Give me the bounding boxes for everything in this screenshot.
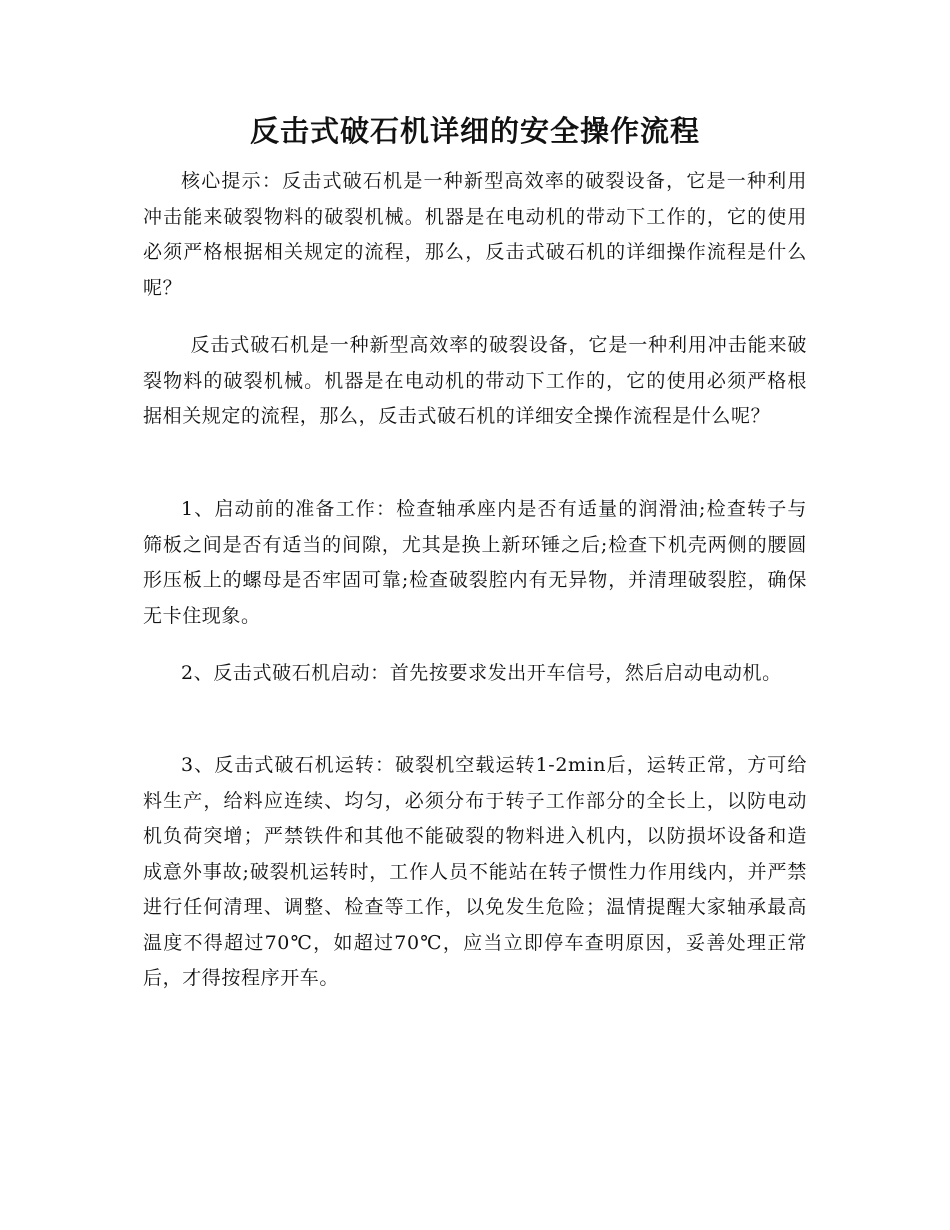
- step-2-paragraph: 2、反击式破石机启动：首先按要求发出开车信号，然后启动电动机。: [181, 662, 782, 684]
- summary-paragraph: 核心提示：反击式破石机是一种新型高效率的破裂设备，它是一种利用冲击能来破裂物料的破裂机械。机器是在电动机的带动下工作的，它的使用必须严格根据相关规定的流程，那么，反击式破石机的详细操作流程是什么呢？: [143, 170, 807, 299]
- step-3-paragraph: 3、反击式破石机运转：破裂机空载运转1-2min后，运转正常，方可给料生产，给料应连续、均匀，必须分布于转子工作部分的全长上，以防电动机负荷突增；严禁铁件和其他不能破裂的物料进入机内，以防损坏设备和造成意外事故;破裂机运转时，工作人员不能站在转子惯性力作用线内，并严禁进行任何清理、调整、检查等工作，以免发生危险；温情提醒大家轴承最高温度不得超过70℃，如超过70℃，应当立即停车查明原因，妥善处理正常后，才得按程序开车。: [143, 754, 807, 989]
- step-1-paragraph: 1、启动前的准备工作：检查轴承座内是否有适量的润滑油;检查转子与筛板之间是否有适当的间隙，尤其是换上新环锤之后;检查下机壳两侧的腰圆形压板上的螺母是否牢固可靠;检查破裂腔内有无异物，并清理破裂腔，确保无卡住现象。: [143, 498, 807, 627]
- intro-paragraph: 反击式破石机是一种新型高效率的破裂设备，它是一种利用冲击能来破裂物料的破裂机械。机器是在电动机的带动下工作的，它的使用必须严格根据相关规定的流程，那么，反击式破石机的详细安全操作流程是什么呢？: [143, 334, 807, 427]
- document-title: 反击式破石机详细的安全操作流程: [249, 114, 700, 148]
